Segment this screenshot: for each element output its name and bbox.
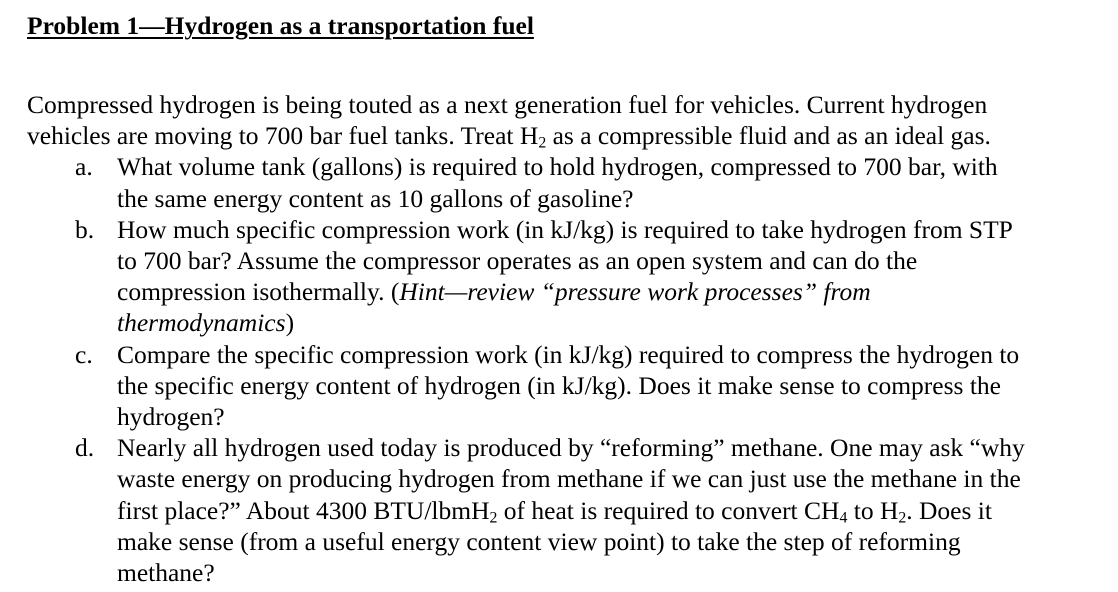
problem-b-line-2: to 700 bar? Assume the compressor operates as an open system and can do the <box>117 246 918 276</box>
problem-item-d <box>27 432 1102 588</box>
problem-item-c <box>27 339 1102 433</box>
problem-marker-c: c. <box>75 339 93 369</box>
problem-item-b <box>27 214 1102 339</box>
problem-b-line-1: How much specific compression work (in kJ/kg) is required to take hydrogen from STP <box>117 214 1013 244</box>
intro-paragraph <box>27 89 1102 151</box>
h2-subscript: 2 <box>538 134 547 152</box>
problem-d-line-3 <box>117 495 1102 526</box>
intro-line-1: Compressed hydrogen is being touted as a next generation fuel for vehicles. Current hydrogen <box>27 90 988 119</box>
problem-c-line-1: Compare the specific compression work (in kJ/kg) required to compress the hydrogen to <box>117 339 1020 369</box>
h2-subscript: 2 <box>489 509 498 527</box>
hint-text: Hint—review “pressure work processes” from <box>399 277 871 307</box>
problem-marker-b: b. <box>75 214 95 244</box>
problem-d-line-5: methane? <box>117 558 215 588</box>
problem-d-line-3-text-d: . Does it <box>906 495 992 525</box>
problem-a-line-1: What volume tank (gallons) is required to hold hydrogen, compressed to 700 bar, with <box>117 152 998 182</box>
problem-marker-a: a. <box>75 152 93 182</box>
problem-b-line-3-text: compression isothermally. ( <box>117 277 400 307</box>
ch4-subscript: 4 <box>839 509 848 527</box>
problem-item-a <box>27 151 1102 213</box>
problem-c-line-3: hydrogen? <box>117 402 225 432</box>
problem-a-line-2: the same energy content as 10 gallons of gasoline? <box>117 183 634 213</box>
problem-c-line-2: the specific energy content of hydrogen (in kJ/kg). Does it make sense to compress the <box>117 370 1001 400</box>
problem-list <box>27 151 1102 588</box>
problem-d-line-3-text-b: of heat is required to convert CH <box>497 495 840 525</box>
problem-d-line-4: make sense (from a useful energy content view point) to take the step of reforming <box>117 526 961 556</box>
problem-b-line-4-text: ) <box>285 308 295 338</box>
h2-subscript: 2 <box>898 509 907 527</box>
intro-line-2 <box>27 120 1102 151</box>
problem-d-line-3-text-a: first place?” About 4300 BTU/lbmH <box>117 495 490 525</box>
intro-line-2-text-a: vehicles are moving to 700 bar fuel tanks. Treat H <box>27 121 539 151</box>
problem-b-line-3 <box>117 276 1102 307</box>
problem-b-line-4 <box>117 307 1102 338</box>
intro-line-2-text-b: as a compressible fluid and as an ideal gas. <box>546 121 991 151</box>
problem-d-line-3-text-c: to H <box>847 495 899 525</box>
document-page <box>27 10 1102 588</box>
problem-d-line-2: waste energy on producing hydrogen from methane if we can just use the methane in the <box>117 464 1021 494</box>
problem-marker-d: d. <box>75 433 95 463</box>
problem-d-line-1: Nearly all hydrogen used today is produced by “reforming” methane. One may ask “why <box>117 433 1025 463</box>
problem-title: Problem 1—Hydrogen as a transportation fuel <box>27 11 534 40</box>
hint-text-continued: thermodynamics <box>117 308 286 338</box>
